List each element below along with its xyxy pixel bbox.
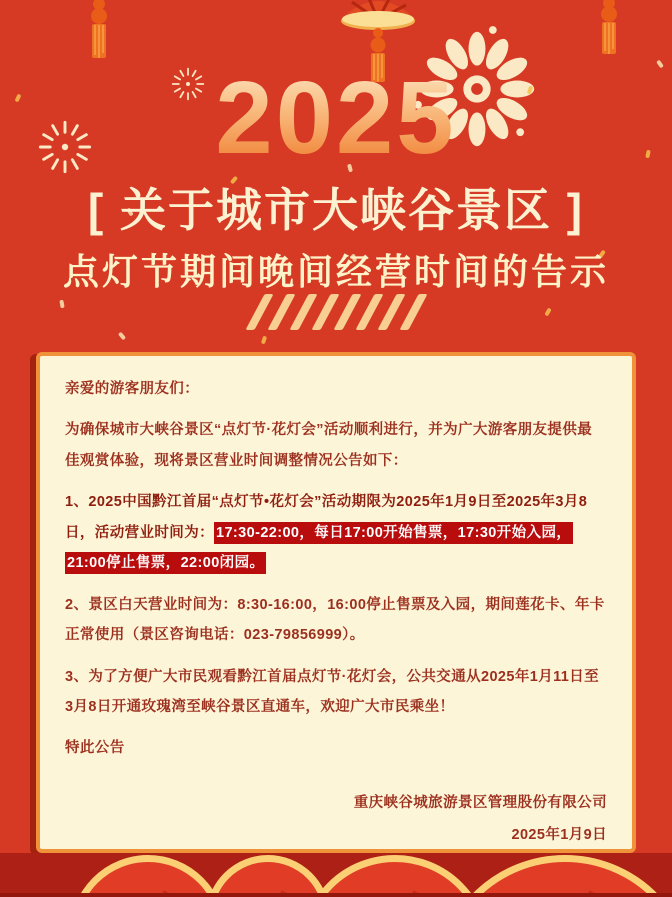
poster-title: [ 关于城市大峡谷景区 ] — [87, 184, 585, 236]
notice-item-1 — [65, 487, 607, 578]
lantern-dome — [435, 855, 672, 897]
lantern-dome — [300, 855, 490, 897]
poster-subtitle: 点灯节期间晚间经营时间的告示 — [62, 251, 609, 292]
bottom-edge-strip — [0, 893, 672, 897]
year-heading: 2025 — [0, 64, 672, 172]
closing-line: 特此公告 — [65, 740, 125, 757]
notice-card — [36, 352, 636, 853]
notice-date: 2025年1月9日 — [511, 826, 607, 843]
signature-block — [65, 788, 607, 852]
company-signature: 重庆峡谷城旅游景区管理股份有限公司 — [353, 794, 607, 811]
confetti-speck — [118, 332, 126, 341]
salutation: 亲爱的游客朋友们： — [65, 381, 200, 397]
notice-item-2: 2、景区白天营业时间为：8:30-16:00，16:00停止售票及入园，期间莲花卡、年卡正常使用（景区咨询电话：023-79856999）。 — [65, 596, 605, 644]
tassel-icon — [594, 0, 624, 58]
tassel-icon — [84, 0, 114, 62]
lantern-dome-decoration — [0, 853, 672, 897]
intro-paragraph: 为确保城市大峡谷景区“点灯节·花灯会”活动顺利进行，并为广大游客朋友提供最佳观赏体验，现将景区营业时间调整情况公告如下： — [65, 422, 593, 469]
slashes-decoration — [0, 294, 672, 332]
confetti-speck — [261, 336, 267, 345]
notice-item-3: 3、为了方便广大市民观看黔江首届点灯节·花灯会，公共交通从2025年1月11日至3月8日开通玫瑰湾至峡谷景区直通车，欢迎广大市民乘坐！ — [65, 668, 600, 715]
lantern-dome — [206, 855, 330, 897]
item-1-prefix: 1、2025中国黔江首届“点灯节•花灯会”活动期限为2025年1月9日至2025年3月8日，活动营业时间为： — [65, 494, 588, 541]
lantern-dome — [70, 855, 226, 897]
item-1-highlighted-hours: 17:30-22:00，每日17:00开始售票，17:30开始入园，21:00停止售票，22:00闭园。 — [65, 522, 573, 574]
